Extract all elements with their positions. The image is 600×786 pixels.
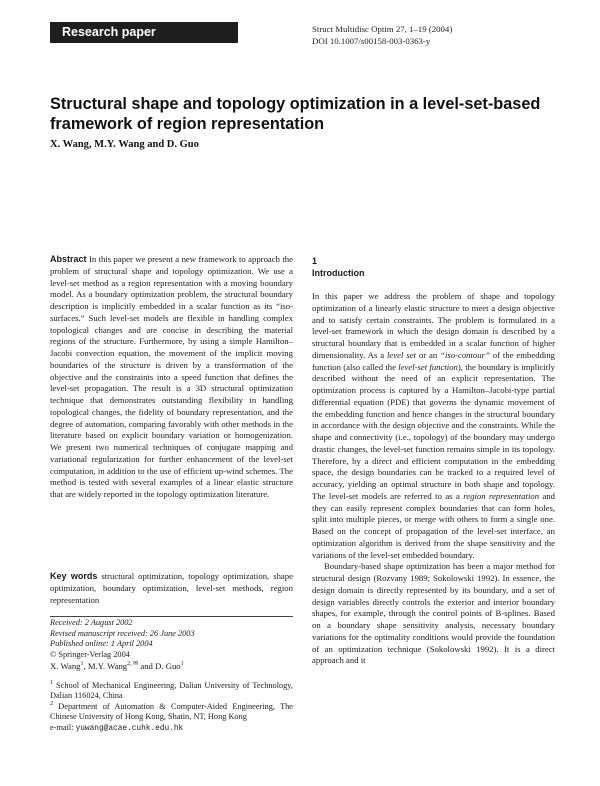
affiliations xyxy=(50,681,293,734)
author-3: and D. Guo xyxy=(138,661,181,671)
meta-divider xyxy=(50,616,293,617)
journal-info xyxy=(312,23,452,47)
author-2: , M.Y. Wang xyxy=(83,661,128,671)
journal-doi: DOI 10.1007/s00158-003-0363-y xyxy=(312,36,431,46)
publication-history xyxy=(50,618,293,660)
email-line xyxy=(50,723,293,734)
affiliation-2 xyxy=(50,702,293,723)
paper-title xyxy=(50,94,560,134)
keywords-text: structural optimization, topology optimization, shape optimization, boundary optimization, level-set methods, region representation xyxy=(50,571,293,605)
affiliation-1 xyxy=(50,681,293,702)
intro-p1-emphasis-4: region representation xyxy=(463,490,540,501)
abstract-block xyxy=(50,254,293,501)
intro-p1-text-a: In this paper we address the problem of shape and topology optimization of a linearly elastic structure to meet a design objective and to satisfy certain constraints. The problem is formulated in a level-set framework in which the design domain is described by a structural boundary that is embedded in a scalar function of higher dimensionality. As a xyxy=(312,291,555,360)
author-3-sup: 1 xyxy=(180,661,184,668)
copyright: © Springer-Verlag 2004 xyxy=(50,649,130,659)
email-label: e-mail: xyxy=(50,722,76,732)
footnote-authors xyxy=(50,661,184,671)
abstract-label: Abstract xyxy=(50,254,87,264)
received-date: Received: 2 August 2002 xyxy=(50,618,133,627)
intro-p1-text-c: of the embedding function (also called the xyxy=(312,349,556,372)
intro-p1-text-b: or an xyxy=(415,349,441,360)
intro-p1-text-e: and they can easily represent complex boundaries that can form holes, split into multiple pieces, or merge with others to form a single one. Based on the concept of propagation of the level-set interface, an optimization algorithm is derived from the shape sensitivity and the variations of the level-set embedded boundary. xyxy=(312,490,555,560)
email-address[interactable]: yuwang@acae.cuhk.edu.hk xyxy=(75,724,184,733)
affiliation-1-num: 1 xyxy=(50,680,53,687)
published-date: Published online: 1 April 2004 xyxy=(50,639,153,649)
author-1: X. Wang xyxy=(50,661,81,671)
affiliation-2-num: 2 xyxy=(50,701,53,708)
author-2-sup: 2, ✉ xyxy=(127,661,139,668)
intro-p1-emphasis-1: level set xyxy=(387,349,416,360)
article-type-badge: Research paper xyxy=(50,22,238,43)
abstract-text: In this paper we present a new framework to approach the problem of structural shape and topology optimization. We use a level-set method as a region representation with a moving boundary model. As a boundary optimization problem, the structural boundary description is implicitly embedded in a scalar function as its “iso-surfaces.” Such level-set models are flexible in handling complex topological changes and are concise in describing the material regions of the structure. Furthermore, by using a simple Hamilton–Jacobi convection equation, the movement of the implicit moving boundaries of the structure is driven by a transformation of the objective and the constraints into a speed function that defines the level-set propagation. The result is a 3D structural optimization technique that demonstrates outstanding flexibility in handling topological changes, the fidelity of boundary representation, and the degree of automation, comparing favorably with other methods in the literature based on explicit boundary variation or homogenization. We present two numerical techniques of conjugate mapping and variational regularization for further enhancement of the level-set computation, in addition to the use of efficient up-wind schemes. The method is tested with several examples of a linear elastic structure that are widely reported in the topology optimization literature. xyxy=(50,254,294,499)
journal-citation: Struct Multidisc Optim 27, 1–19 (2004) xyxy=(312,24,453,34)
paper-authors: X. Wang, M.Y. Wang and D. Guo xyxy=(50,139,199,150)
intro-p1-emphasis-3: level-set function xyxy=(398,361,458,372)
paper-title-line2: framework of region representation xyxy=(50,115,325,133)
intro-paragraph-1 xyxy=(312,291,555,561)
paper-title-line1: Structural shape and topology optimization in a level-set-based xyxy=(50,95,541,113)
intro-p1-emphasis-2: “iso-contour” xyxy=(440,349,490,360)
revised-date: Revised manuscript received: 26 June 2003 xyxy=(50,628,195,638)
intro-p1-text-d: ), the boundary is implicitly described without the need of an explicit representation. The optimization process is captured by a Hamilton–Jacobi-type partial differential equation (PDE) that governs the dynamic movement of the embedding function and hence changes in the structural boundary in accordance with the design objective and the constraints. While the shape and connectivity (i.e., topology) of the boundary may undergo drastic changes, the level-set function remains simple in its topology. Therefore, by a direct and efficient computation in the embedding space, the design boundaries can be tracked to a required level of accuracy, yielding an optimal structure in both shape and topology. The level-set models are referred to as a xyxy=(312,361,555,501)
keywords-label: Key words xyxy=(50,571,98,581)
intro-paragraph-2: Boundary-based shape optimization has been a major method for structural design (Rozvany 1989; Sokolowski 1992). In essence, the design domain is directly represented by its boundary, and a set of design variables directly controls the exterior and interior boundary shapes, for example, through the control points of B-splines. Based on a boundary shape sensitivity analysis, necessary boundary variations for the optimality conditions would provide the foundation of an optimization technique (Sokolowski 1992). It is a direct approach and it xyxy=(312,561,555,666)
keywords-block xyxy=(50,571,293,606)
affiliation-1-text: School of Mechanical Engineering, Dalian University of Technology, Dalian 116024, China xyxy=(50,681,293,701)
introduction-body xyxy=(312,291,555,667)
section-title: Introduction xyxy=(312,268,365,278)
affiliation-2-text: Department of Automation & Computer-Aided Engineering, The Chinese University of Hong Kong, Shatin, NT, Hong Kong xyxy=(50,701,293,722)
author-1-sup: 1 xyxy=(80,661,84,668)
section-number: 1 xyxy=(312,256,318,266)
